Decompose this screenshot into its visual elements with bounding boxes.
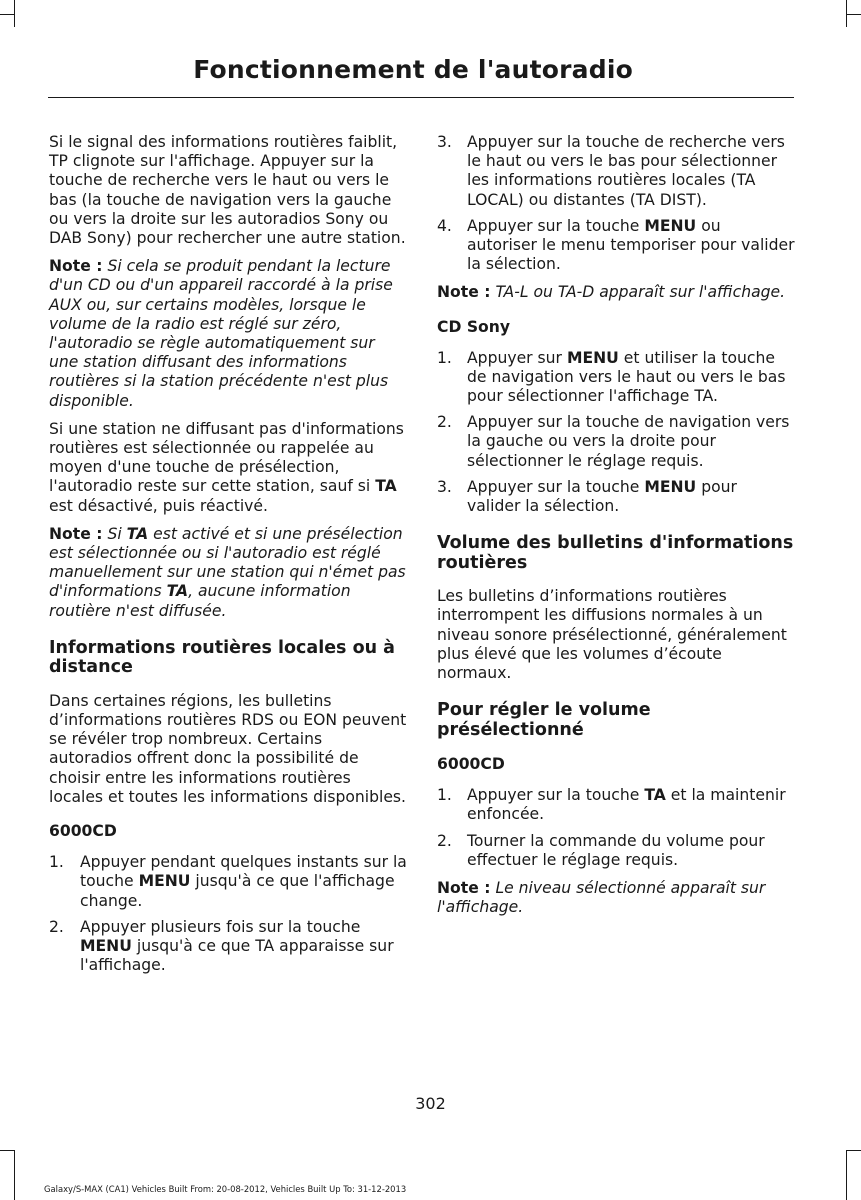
step-text-end: et utiliser la touche de navigation vers le haut ou vers le bas pour sélectionner l'affichage TA. <box>467 348 786 406</box>
intro-paragraph: Si le signal des informations routières faiblit, TP clignote sur l'affichage. Appuyer sur la touche de recherche vers le haut ou vers le bas (la touche de navigation vers la gauche ou vers la droite sur les autoradios Sony ou DAB Sony) pour rechercher une autre station. <box>49 133 406 248</box>
volume-paragraph: Les bulletins d’informations routières interrompent les diffusions normales à un niveau sonore présélectionné, généralement plus élevé que les volumes d’écoute normaux. <box>437 587 787 683</box>
note-label: Note : <box>437 879 491 898</box>
note-ta-bold: TA <box>166 582 189 601</box>
page-title: Fonctionnement de l'autoradio <box>193 55 633 84</box>
step-number: 1. <box>437 786 452 805</box>
step-text: Appuyer plusieurs fois sur la touche <box>80 917 361 936</box>
heading-preset-volume: Pour régler le volume présélectionné <box>437 700 651 740</box>
note-ta-preset <box>49 525 407 621</box>
step-text: Appuyer sur la touche <box>467 477 640 496</box>
note-label: Note : <box>49 524 103 543</box>
crop-mark-bottom-left-horizontal <box>0 1150 14 1151</box>
step-text: Appuyer sur la touche <box>467 786 640 805</box>
steps-6000cd-continued <box>437 133 795 274</box>
step-number: 4. <box>437 216 452 235</box>
crop-mark-top-left-horizontal <box>0 14 14 15</box>
crop-mark-bottom-right-vertical <box>846 1150 847 1200</box>
step-text-end: jusqu'à ce que l'affichage change. <box>80 872 395 910</box>
note-ta-bold: TA <box>126 524 149 543</box>
step-text: Appuyer sur la touche <box>467 216 640 235</box>
crop-mark-bottom-right-horizontal <box>847 1150 861 1151</box>
step-text-end: ou autoriser le menu temporiser pour valider la sélection. <box>467 216 795 274</box>
crop-mark-top-right-horizontal <box>847 14 861 15</box>
note-label: Note : <box>437 283 491 302</box>
crop-mark-bottom-left-vertical <box>14 1150 15 1200</box>
step-key: TA <box>644 786 666 805</box>
note-text: , aucune information routière n'est diffusée. <box>49 582 351 620</box>
note-level-display <box>437 879 795 917</box>
note-text: TA-L ou TA-D apparaît sur l'affichage. <box>495 283 786 302</box>
heading-local-distance: Informations routières locales ou à distance <box>49 637 395 678</box>
footer-vehicle-info: Galaxy/S-MAX (CA1) Vehicles Built From: 20-08-2012, Vehicles Built Up To: 31-12-2013 <box>44 1184 407 1194</box>
page-number: 302 <box>415 1094 446 1113</box>
step-number: 2. <box>49 917 64 936</box>
note-text: est activé et si une présélection est sélectionnée ou si l'autoradio est réglé manuellement sur une station qui n'émet pas d'informations <box>49 524 406 601</box>
subheading-6000cd: 6000CD <box>49 822 117 841</box>
step-text-end: pour valider la sélection. <box>467 477 737 516</box>
list-item <box>437 133 795 210</box>
step-key: MENU <box>138 872 191 891</box>
right-column <box>437 133 795 926</box>
note-text: Si cela se produit pendant la lecture d'un CD ou d'un appareil raccordé à la prise AUX ou, sur certains modèles, lorsque le volume de la radio est réglé sur zéro, l'autoradio se règle automatiquement sur une station diffusant des informations routières si la station précédente n'est plus disponible. <box>49 257 393 410</box>
note-text: Si <box>107 524 122 543</box>
station-paragraph <box>49 420 407 516</box>
note-ta-display <box>437 283 795 302</box>
note-text: Le niveau sélectionné apparaît sur l'affichage. <box>437 879 766 917</box>
step-number: 1. <box>437 348 452 367</box>
subheading-6000cd: 6000CD <box>437 755 505 774</box>
step-key: MENU <box>80 936 132 955</box>
note-label: Note : <box>49 257 103 276</box>
station-paragraph-ta: TA <box>375 477 397 496</box>
crop-mark-top-left-vertical <box>14 0 15 27</box>
subheading-cd-sony: CD Sony <box>437 317 511 336</box>
heading-bulletin-volume: Volume des bulletins d'informations routières <box>437 533 794 573</box>
step-number: 2. <box>437 831 452 850</box>
list-item <box>437 832 795 870</box>
list-item <box>437 478 795 516</box>
step-text: Tourner la commande du volume pour effectuer le réglage requis. <box>467 831 765 869</box>
list-item <box>437 413 795 471</box>
step-number: 1. <box>49 853 64 872</box>
step-key: MENU <box>566 348 619 367</box>
regions-paragraph: Dans certaines régions, les bulletins d’informations routières RDS ou EON peuvent se révéler trop nombreux. Certains autoradios offrent donc la possibilité de choisir entre les informations routières locales et toutes les informations disponibles. <box>49 691 407 806</box>
step-text-end: jusqu'à ce que TA apparaisse sur l'affichage. <box>80 936 394 975</box>
list-item <box>437 217 795 275</box>
list-item <box>49 918 407 976</box>
steps-preset-volume <box>437 786 795 870</box>
steps-cd-sony <box>437 349 795 517</box>
step-number: 2. <box>437 413 452 432</box>
step-text: Appuyer sur <box>467 348 562 367</box>
station-paragraph-text: Si une station ne diffusant pas d'informations routières est sélectionnée ou rappelée au moyen d'une touche de présélection, l'autoradio reste sur cette station, sauf si <box>49 419 404 496</box>
list-item <box>437 786 795 824</box>
list-item <box>437 349 795 407</box>
note-weak-signal <box>49 257 407 411</box>
steps-6000cd-local <box>49 853 407 975</box>
step-text: Appuyer sur la touche de navigation vers la gauche ou vers la droite pour sélectionner le réglage requis. <box>467 413 790 470</box>
step-number: 3. <box>437 477 452 496</box>
left-column <box>49 133 407 984</box>
step-key: MENU <box>644 216 697 235</box>
step-number: 3. <box>437 133 452 151</box>
step-text: Appuyer pendant quelques instants sur la touche <box>80 853 407 891</box>
step-text: Appuyer sur la touche de recherche vers le haut ou vers le bas pour sélectionner les informations routières locales (TA LOCAL) ou distantes (TA DIST). <box>467 133 785 209</box>
step-text-end: et la maintenir enfoncée. <box>467 786 786 824</box>
list-item <box>49 853 407 911</box>
step-key: MENU <box>644 477 697 496</box>
header-rule <box>48 97 794 98</box>
station-paragraph-end: est désactivé, puis réactivé. <box>49 496 268 515</box>
